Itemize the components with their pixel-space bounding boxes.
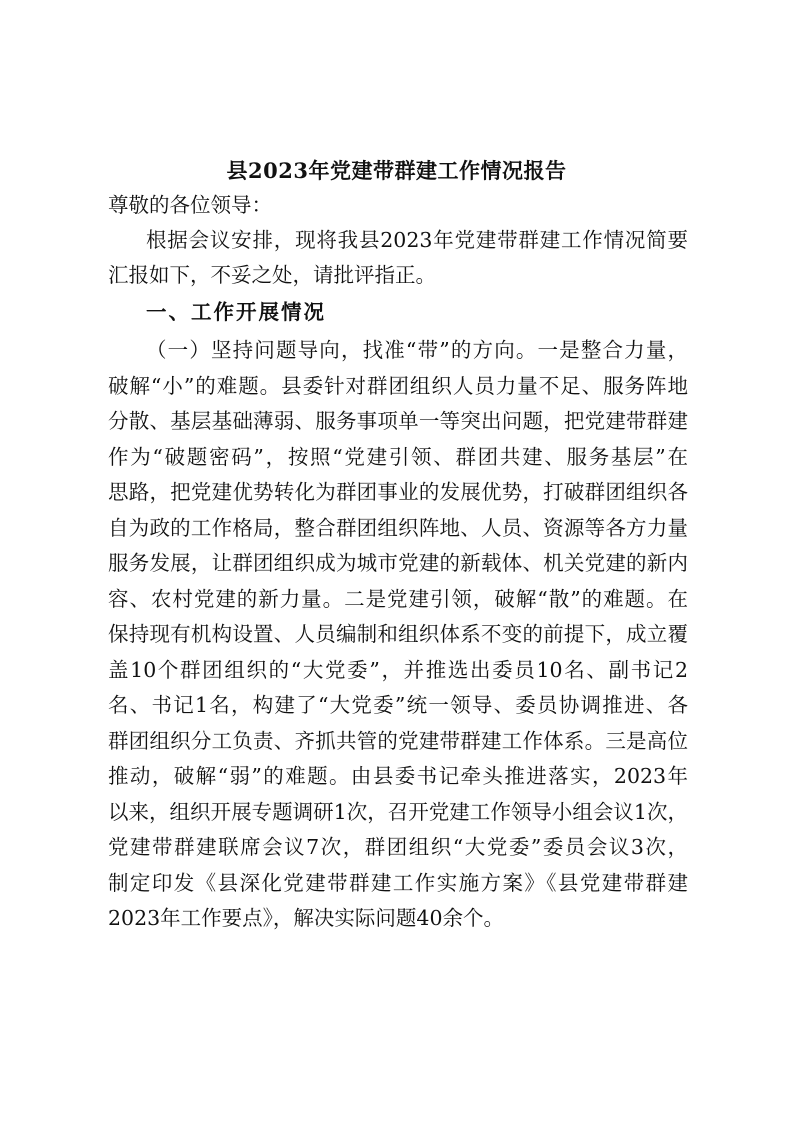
- body-line: 群团组织分工负责、齐抓共管的党建带群建工作体系。三是高位: [108, 728, 688, 753]
- body-line: 自为政的工作格局，整合群团组织阵地、人员、资源等各方力量: [108, 515, 688, 540]
- body-line: 盖10个群团组织的“大党委”，并推选出委员10名、副书记2: [108, 657, 688, 682]
- body-line: 党建带群建联席会议7次，群团组织“大党委”委员会议3次，: [108, 835, 688, 859]
- body-line: 以来，组织开展专题调研1次，召开党建工作领导小组会议1次，: [108, 799, 688, 824]
- intro-line: 汇报如下，不妥之处，请批评指正。: [108, 263, 436, 287]
- body-line: 作为“破题密码”，按照“党建引领、群团共建、服务基层”在: [108, 444, 688, 469]
- body-line: 破解“小”的难题。县委针对群团组织人员力量不足、服务阵地: [108, 373, 688, 398]
- body-line: 分散、基层基础薄弱、服务事项单一等突出问题，把党建带群建: [108, 409, 688, 433]
- body-line: 保持现有机构设置、人员编制和组织体系不变的前提下，成立覆: [108, 622, 688, 646]
- salutation: 尊敬的各位领导：: [108, 193, 272, 217]
- body-line: 名、书记1名，构建了“大党委”统一领导、委员协调推进、各: [108, 693, 688, 717]
- body-line: 服务发展，让群团组织成为城市党建的新载体、机关党建的新内: [108, 551, 688, 575]
- body-line: 2023年工作要点》，解决实际问题40余个。: [108, 906, 505, 930]
- section-heading: 一、工作开展情况: [146, 300, 326, 324]
- body-line: 推动，破解“弱”的难题。由县委书记牵头推进落实，2023年: [108, 764, 688, 788]
- body-line: 制定印发《县深化党建带群建工作实施方案》《县党建带群建: [108, 870, 688, 895]
- body-line: 容、农村党建的新力量。二是党建引领，破解“散”的难题。在: [108, 586, 688, 611]
- intro-line: 根据会议安排，现将我县2023年党建带群建工作情况简要: [146, 228, 688, 252]
- body-line: 思路，把党建优势转化为群团事业的发展优势，打破群团组织各: [108, 480, 688, 504]
- document-title: 县2023年党建带群建工作情况报告: [226, 158, 567, 183]
- body-line: （一）坚持问题导向，找准“带”的方向。一是整合力量，: [146, 338, 688, 362]
